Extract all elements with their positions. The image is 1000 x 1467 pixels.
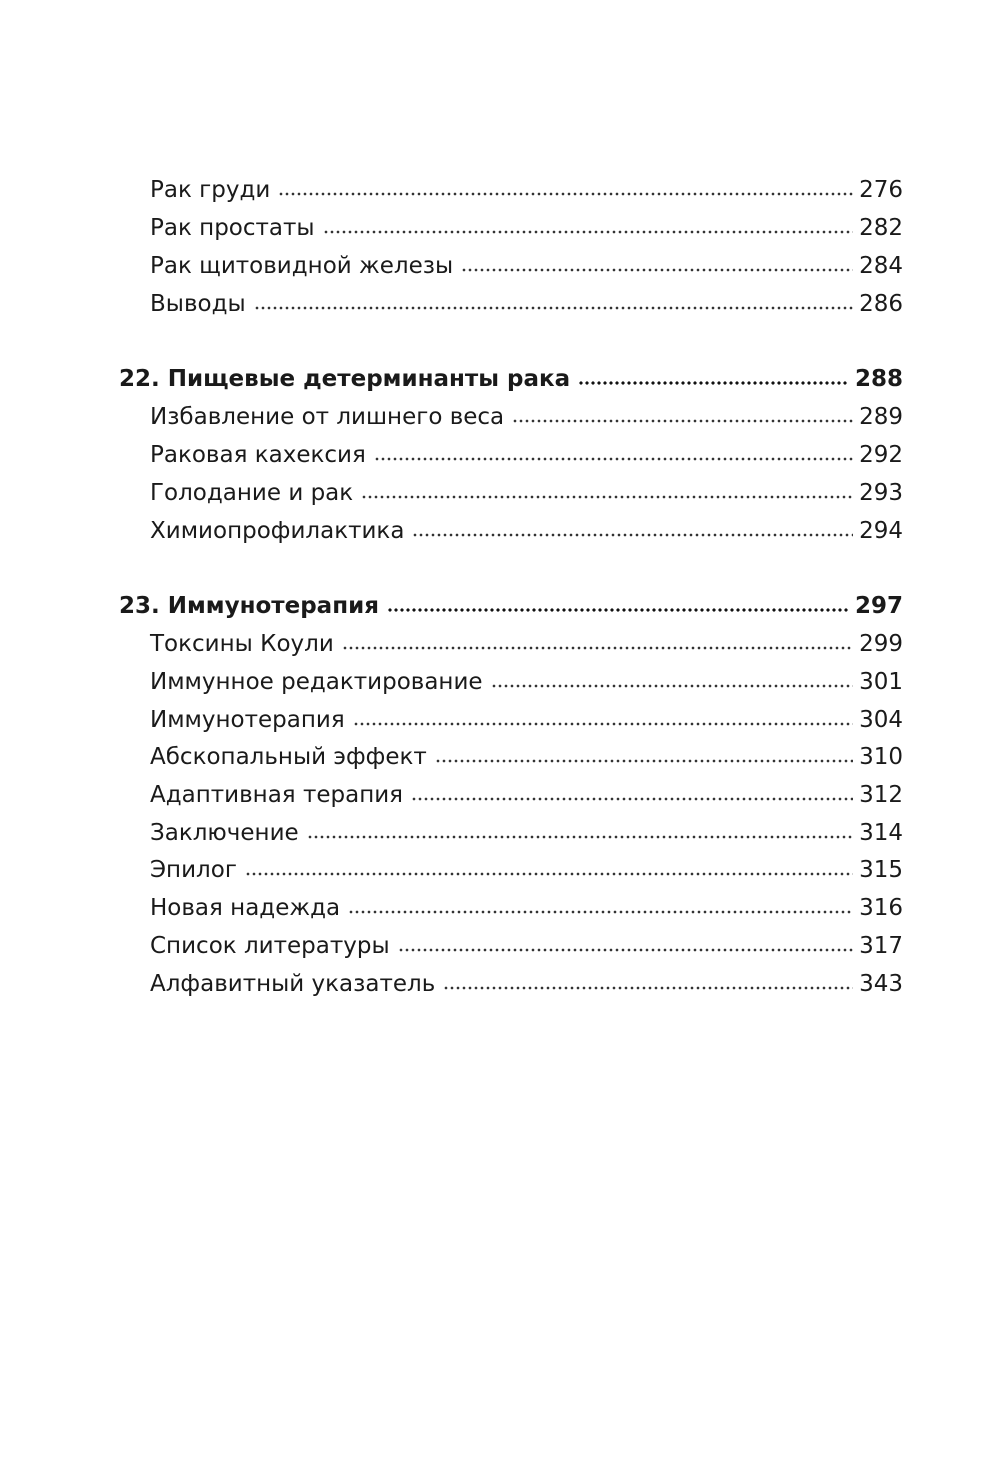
toc-entry <box>150 776 903 814</box>
dot-leader <box>578 378 849 386</box>
dot-leader <box>411 794 853 802</box>
dot-leader <box>245 869 853 877</box>
toc-entry <box>150 398 903 436</box>
toc-entry-page: 293 <box>859 480 903 506</box>
toc-entry-page: 310 <box>859 744 903 770</box>
toc-entry-page: 286 <box>859 291 903 317</box>
dot-leader <box>374 454 853 462</box>
toc-entry <box>150 663 903 701</box>
toc-entry-title: Иммунное редактирование <box>150 669 483 695</box>
dot-leader <box>254 303 853 311</box>
dot-leader <box>512 416 853 424</box>
dot-leader <box>361 492 853 500</box>
toc-entry <box>150 851 903 889</box>
dot-leader <box>278 189 853 197</box>
toc-entry-title: Рак простаты <box>150 215 315 241</box>
toc-entry <box>150 171 903 209</box>
toc-entry-title: Заключение <box>150 820 299 846</box>
toc-entry-title: Токсины Коули <box>150 631 334 657</box>
toc-chapter-page: 297 <box>854 593 903 619</box>
toc-entry-title: Абскопальный эффект <box>150 744 427 770</box>
toc-entry-title: Иммунотерапия <box>150 707 345 733</box>
dot-leader <box>443 983 853 991</box>
toc-entry <box>150 889 903 927</box>
toc-entry-page: 316 <box>859 895 903 921</box>
toc-entry <box>150 474 903 512</box>
toc-entry <box>150 701 903 739</box>
toc-chapter-title: 22. Пищевые детерминанты рака <box>119 366 571 392</box>
toc-entry-page: 292 <box>859 442 903 468</box>
toc-entry-title: Эпилог <box>150 857 237 883</box>
toc-chapter <box>119 587 903 625</box>
dot-leader <box>342 643 853 651</box>
toc-entry-page: 312 <box>859 782 903 808</box>
toc-entry-title: Раковая кахексия <box>150 442 366 468</box>
toc-entry <box>150 625 903 663</box>
toc-entry-title: Рак щитовидной железы <box>150 253 454 279</box>
toc-entry <box>150 209 903 247</box>
toc-entry <box>150 247 903 285</box>
toc-entry <box>150 436 903 474</box>
toc-entry <box>150 285 903 323</box>
toc-entry-page: 301 <box>859 669 903 695</box>
dot-leader <box>307 832 853 840</box>
toc-entry <box>150 814 903 852</box>
dot-leader <box>435 756 853 764</box>
toc-entry-title: Новая надежда <box>150 895 341 921</box>
toc-entry-title: Список литературы <box>150 933 390 959</box>
dot-leader <box>387 605 849 613</box>
toc-entry <box>150 927 903 965</box>
toc-entry <box>150 965 903 1003</box>
dot-leader <box>461 265 853 273</box>
toc-entry-title: Выводы <box>150 291 246 317</box>
toc-entry-page: 284 <box>859 253 903 279</box>
toc-entry-title: Адаптивная терапия <box>150 782 404 808</box>
toc-entry-page: 289 <box>859 404 903 430</box>
toc-entry-page: 304 <box>859 707 903 733</box>
toc-entry <box>150 738 903 776</box>
toc-entry-page: 317 <box>859 933 903 959</box>
toc-entry-page: 282 <box>859 215 903 241</box>
toc-entry-title: Рак груди <box>150 177 271 203</box>
toc-entry-title: Алфавитный указатель <box>150 971 436 997</box>
dot-leader <box>491 681 854 689</box>
dot-leader <box>353 719 853 727</box>
toc-entry-page: 294 <box>859 518 903 544</box>
toc-entry-page: 314 <box>859 820 903 846</box>
dot-leader <box>323 227 854 235</box>
toc-chapter-title: 23. Иммунотерапия <box>119 593 379 619</box>
toc-entry-title: Химиопрофилактика <box>150 518 405 544</box>
toc-entry-page: 276 <box>859 177 903 203</box>
toc-entry <box>150 512 903 550</box>
toc-chapter <box>119 360 903 398</box>
toc-entry-page: 315 <box>859 857 903 883</box>
toc-entry-page: 299 <box>859 631 903 657</box>
dot-leader <box>398 945 853 953</box>
toc-entry-title: Избавление от лишнего веса <box>150 404 505 430</box>
dot-leader <box>412 530 853 538</box>
dot-leader <box>348 907 853 915</box>
toc-entry-page: 343 <box>859 971 903 997</box>
toc-chapter-page: 288 <box>854 366 903 392</box>
toc-entry-title: Голодание и рак <box>150 480 354 506</box>
